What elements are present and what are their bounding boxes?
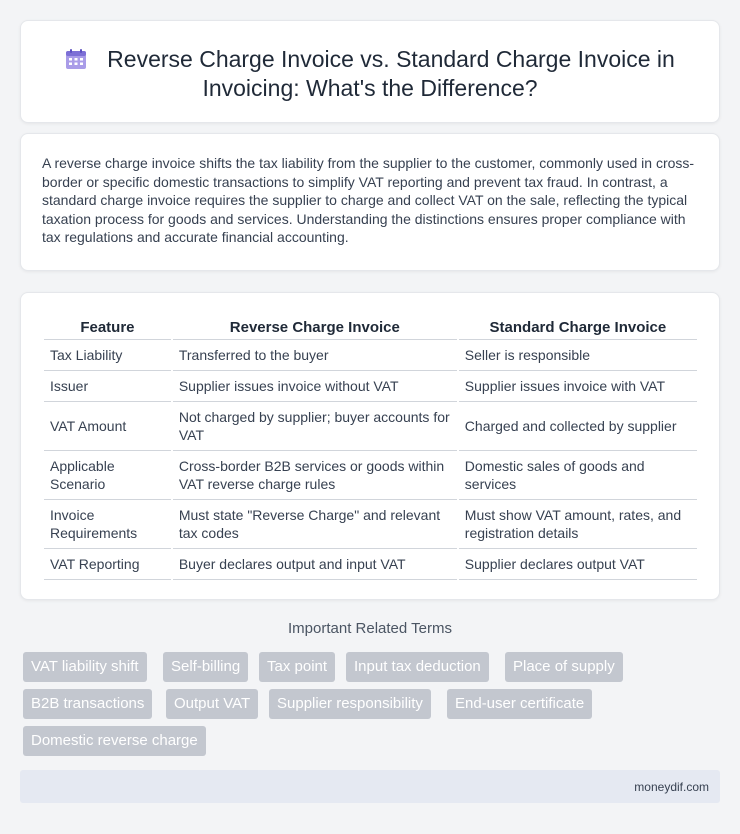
table-cell-standard: Supplier issues invoice with VAT	[459, 371, 697, 402]
footer-bar	[20, 770, 720, 803]
table-header-reverse-charge: Reverse Charge Invoice	[173, 316, 457, 340]
table-cell-reverse: Transferred to the buyer	[173, 340, 457, 371]
table-header-standard-charge: Standard Charge Invoice	[459, 316, 697, 340]
related-term-tag[interactable]: VAT liability shift	[23, 652, 147, 682]
table-cell-reverse: Cross-border B2B services or goods within VAT reverse charge rules	[173, 451, 457, 500]
table-cell-standard: Charged and collected by supplier	[459, 402, 697, 451]
table-cell-feature: VAT Reporting	[44, 549, 171, 580]
related-term-tag[interactable]: Place of supply	[505, 652, 623, 682]
table-cell-reverse: Must state "Reverse Charge" and relevant tax codes	[173, 500, 457, 549]
table-row	[44, 402, 697, 451]
related-term-tag[interactable]: End-user certificate	[447, 689, 592, 719]
title-card	[20, 20, 720, 123]
page-title: Reverse Charge Invoice vs. Standard Charge Invoice in Invoicing: What's the Difference?	[107, 46, 675, 101]
related-term-tag[interactable]: Supplier responsibility	[269, 689, 431, 719]
table-header-row	[44, 316, 697, 340]
table-row	[44, 451, 697, 500]
related-term-tag[interactable]: Input tax deduction	[346, 652, 489, 682]
table-cell-feature: Applicable Scenario	[44, 451, 171, 500]
intro-card	[20, 133, 720, 271]
table-row	[44, 549, 697, 580]
related-terms-title: Important Related Terms	[288, 620, 452, 637]
comparison-table-card	[20, 292, 720, 600]
table-row	[44, 371, 697, 402]
table-cell-standard: Must show VAT amount, rates, and registration details	[459, 500, 697, 549]
table-cell-reverse: Not charged by supplier; buyer accounts for VAT	[173, 402, 457, 451]
related-term-tag[interactable]: B2B transactions	[23, 689, 152, 719]
table-cell-feature: VAT Amount	[44, 402, 171, 451]
related-term-tag[interactable]: Domestic reverse charge	[23, 726, 206, 756]
table-cell-standard: Supplier declares output VAT	[459, 549, 697, 580]
table-cell-reverse: Supplier issues invoice without VAT	[173, 371, 457, 402]
related-term-tag[interactable]: Self-billing	[163, 652, 248, 682]
table-row	[44, 340, 697, 371]
comparison-table	[42, 316, 699, 580]
table-cell-feature: Tax Liability	[44, 340, 171, 371]
table-cell-reverse: Buyer declares output and input VAT	[173, 549, 457, 580]
intro-paragraph: A reverse charge invoice shifts the tax liability from the supplier to the customer, commonly used in cross-border or specific domestic transactions to simplify VAT reporting and prevent tax fraud. In contrast, a standard charge invoice requires the supplier to charge and collect VAT on the sale, reflecting the typical taxation process for goods and services. Understanding the distinctions ensures proper compliance with tax regulations and accurate financial accounting.	[42, 155, 695, 245]
calendar-icon	[65, 48, 87, 70]
page-title-wrap	[21, 45, 719, 103]
related-term-tag[interactable]: Tax point	[259, 652, 335, 682]
related-term-tag[interactable]: Output VAT	[166, 689, 258, 719]
table-header-feature: Feature	[44, 316, 171, 340]
footer-site-link[interactable]: moneydif.com	[634, 780, 709, 794]
table-row	[44, 500, 697, 549]
table-cell-feature: Issuer	[44, 371, 171, 402]
table-cell-feature: Invoice Requirements	[44, 500, 171, 549]
table-cell-standard: Domestic sales of goods and services	[459, 451, 697, 500]
table-cell-standard: Seller is responsible	[459, 340, 697, 371]
